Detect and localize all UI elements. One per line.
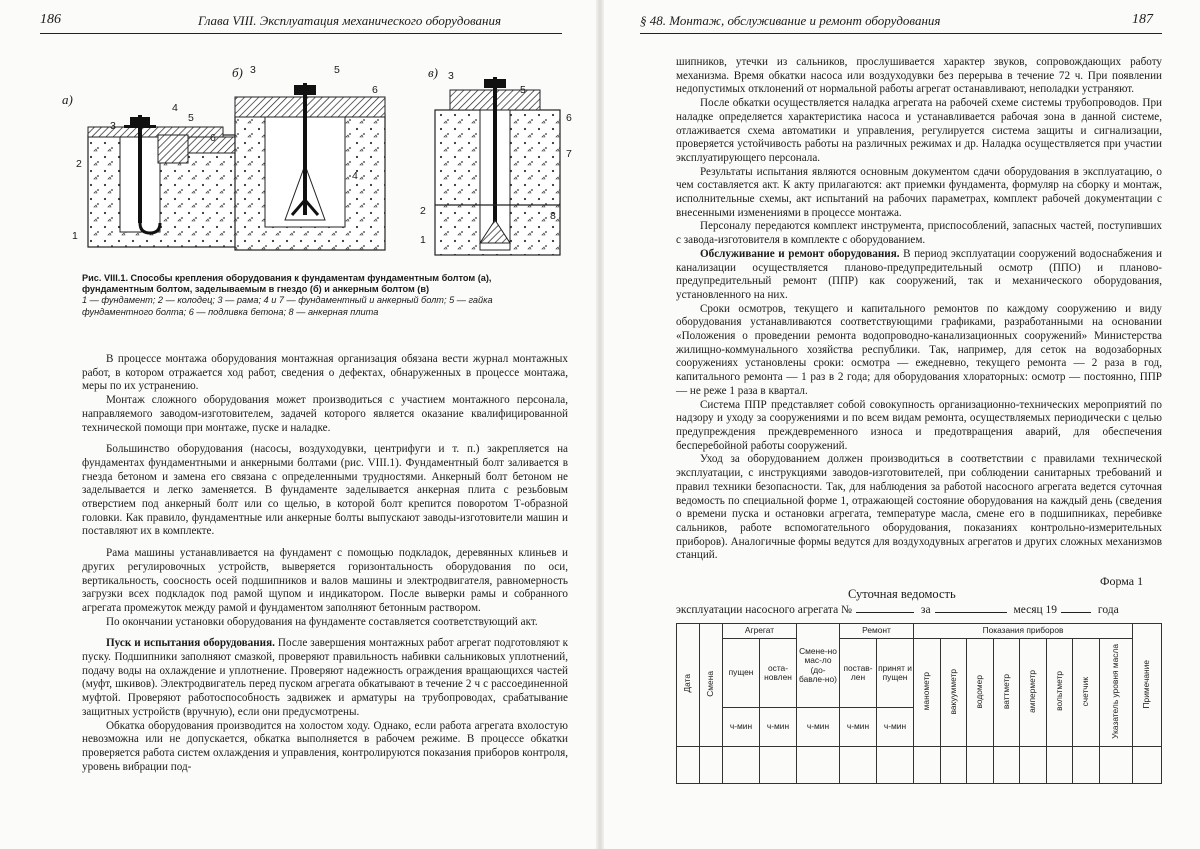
form-line-za: за (920, 604, 931, 616)
col-oil-change: Смене-но мас-ло (до-бавле-но) (797, 624, 840, 708)
right-paragraph-3: Результаты испытания являются основным документом сдачи оборудования в эксплуатацию, о чем составляется акт. К акту прилагаются: акт приемки фундамента, формуляр на сборку и монтаж, исполнительные схемы, акт испытаний на рабочих параметрах, комплект рабочей документации с внесенными изменениями в процессе монтажа. (676, 165, 1162, 219)
left-paragraph-3: Большинство оборудования (насосы, воздуходувки, центрифуги и т. п.) закрепляется на фундаментах фундаментными и анкерными болтами (рис. VIII.1). Фундаментный болт заливается в гнезда бетоном и замена его связана с определенными трудностями. Анкерный болт бетоном не заделывается и легко заменяется. В фундаменте заделывается анкерная плита с резьбовым отверстием под анкерный болт или со щелью, в которой болт крепится поворотом Т-образной головки. Как правило, фундаментные или анкерные болты выпускают заводы-изготовители машин и поставляют их в комплекте. (82, 443, 568, 538)
callout-c-7: 7 (566, 148, 572, 160)
figure-panel-c (435, 77, 560, 255)
running-head-left: Глава VIII. Эксплуатация механического оборудования (198, 13, 502, 28)
right-paragraph-2: После обкатки осуществляется наладка агрегата на рабочей схеме системы трубопроводов. При наладке определяется характеристика насоса и устанавливается рабочая зона в данной системе, отлаживается схема автоматики и управления, регулируется система защиты и сигнализации, проверяется устойчивость работы на различных режимах и др. Наладка осуществляется при участии эксплуатирующего персонала. (676, 97, 1162, 164)
col-voltmetr: вольтметр (1046, 639, 1073, 747)
figure-label-c: в) (428, 65, 438, 80)
callout-b-4: 4 (352, 170, 358, 182)
figure-panel-b (235, 83, 385, 250)
form-blank-number (856, 612, 914, 613)
form-blank-date (935, 612, 1007, 613)
right-paragraph-4: Персоналу передаются комплект инструмента, приспособлений, запасных частей, поступивших с завода-изготовителя в комплекте с оборудованием. (676, 220, 1162, 247)
callout-c-3: 3 (448, 70, 454, 82)
callout-c-6: 6 (566, 112, 572, 124)
form-title: Суточная ведомость (848, 587, 956, 601)
col-schetchik: счетчик (1073, 639, 1100, 747)
col-postavlen: постав-лен (840, 639, 877, 708)
col-manometr: манометр (914, 639, 941, 747)
daily-log-table (676, 623, 1162, 784)
col-vakuummetr: вакуумметр (940, 639, 967, 747)
figure-label-b: б) (232, 65, 243, 80)
left-paragraph-6: Пуск и испытания оборудования. После завершения монтажных работ агрегат подготовляют к пуску. Подшипники заполняют смазкой, проверяют правильность набивки сальниковых уплотнений, подачу воды на охлаждение и уплотнение. Проверяют надежность ограждения вращающихся частей (муфт, шкивов). Электродвигатель перед пуском агрегата обкатывают в течение 2 ч с рассоединенной муфтой. Проверяют работоспособность задвижек и арматуры на трубопроводах, срабатывание защитных устройств (вручную), если они предусмотрены. (82, 637, 568, 718)
form-line-start: эксплуатации насосного агрегата № (676, 604, 853, 616)
left-paragraph-2: Монтаж сложного оборудования может производиться с участием монтажного персонала, направляемого заводом-изготовителем, задачей которого является оказание квалифицированной технической помощи при монтаже, пуске и наладке. (82, 394, 568, 434)
figure-label-a: а) (62, 92, 73, 107)
left-paragraph-4: Рама машины устанавливается на фундамент с помощью подкладок, деревянных клиньев и других регулировочных устройств, выверяется горизонтальность оборудования по оси, вертикальность, соосность осей подшипников и валов машины и электродвигателя, равномерность загрузки всех подкладок под рамой щупом и индикатором. После выверки рамы и собранного агрегата промежуток между рамой и фундаментом заполняют бетонным раствором. (82, 547, 568, 614)
callout-c-2: 2 (420, 205, 426, 217)
form-line-year: года (1097, 604, 1119, 616)
unit-cell-4: ч-мин (840, 708, 877, 747)
page-number-left: 186 (40, 12, 61, 27)
col-vodomer: водомер (967, 639, 994, 747)
callout-a-5: 5 (188, 112, 194, 124)
figure-caption (82, 273, 560, 318)
left-paragraph-1: В процессе монтажа оборудования монтажная организация обязана вести журнал монтажных работ, в котором отражается ход работ, сведения о дефектах, обнаруженных в процессе монтажа, меры по их устранению. (82, 353, 568, 393)
figure-panel-a (88, 115, 248, 247)
figure-foundation-bolts (60, 55, 580, 270)
page-number-right: 187 (1132, 12, 1153, 27)
table-header-row-1 (677, 624, 1162, 639)
col-pushchen: пущен (723, 639, 760, 708)
right-paragraph-1: шипников, утечки из сальников, прослушивается характер звуков, сопровождающих работу механизма. Время обкатки насоса или воздуходувки без перерыва в течение 72 ч. При появлении недопустимых отклонений от нормальной работы агрегат останавливают, неполадки устраняют. (676, 56, 1162, 96)
right-paragraph-5: Обслуживание и ремонт оборудования. В период эксплуатации сооружений водоснабжения и канализации осуществляется планово-предупредительный осмотр (ППО) и планово-предупредительный ремонт (ППР) как сооружений, так и механического оборудования, установленного на них. (676, 247, 1163, 301)
callout-a-3: 3 (110, 120, 116, 132)
unit-cell-1: ч-мин (723, 708, 760, 747)
header-rule-left (40, 33, 562, 34)
header-rule-right (640, 33, 1162, 34)
callout-c-5: 5 (520, 84, 526, 96)
callout-a-6: 6 (210, 132, 216, 144)
col-ampermetr: амперметр (1020, 639, 1047, 747)
col-oil-level: Указатель уровня масла (1100, 639, 1133, 747)
form-header-line (676, 604, 1162, 616)
col-pokazaniya: Показания приборов (914, 624, 1133, 639)
left-section-heading: Пуск и испытания оборудования. (106, 637, 275, 650)
form-blank-year (1061, 612, 1091, 613)
left-body-text (82, 353, 568, 774)
right-paragraph-8: Уход за оборудованием должен производиться в соответствии с правилами технической эксплуатации, с инструкциями заводов-изготовителей, при соблюдении санитарных требований и правил техники безопасности. Так, для наблюдения за работой насосного агрегата ведется суточная ведомость по специальной форме 1, отражающей состояние оборудования на каждый день (сведения о времени пуска и остановки агрегата, температуре масла, смене его в подшипниках, перебивке сальников, работе вспомогательного оборудования, показаниях контрольно-измерительных приборов). Аналогичные формы ведутся для воздуходувных агрегатов и других сложных механизмов станций. (676, 453, 1162, 562)
col-prinyat: принят и пущен (877, 639, 914, 708)
callout-a-2: 2 (76, 158, 82, 170)
right-paragraph-6: Сроки осмотров, текущего и капитального ремонтов по каждому сооружению и виду оборудования устанавливаются соответствующими графиками, разработанными на основании «Положения о проведении ремонта водопроводно-канализационных сооружений» Министерства жилищно-коммунального хозяйства республики. Так, например, для сеток на водозаборных сооружениях установлены сроки: осмотра — ежедневно, текущего ремонта — 2 раза в год, капитального ремонта — 1 раз в 2 года; для оборудования хлораторных: осмотр — постоянно, ППР — не реже 1 раза в квартал. (676, 302, 1162, 397)
left-paragraph-7: Обкатка оборудования производится на холостом ходу. Однако, если работа агрегата вхолостую невозможна или не допускается, обкатка выполняется в рабочем режиме. В процессе обкатки проверяется работа систем охлаждения и управления, контролируются показания приборов контроля, уровень вибрации под- (82, 719, 568, 773)
unit-cell-3: ч-мин (797, 708, 840, 747)
callout-b-5: 5 (334, 64, 340, 76)
figure-caption-legend: 1 — фундамент; 2 — колодец; 3 — рама; 4 и 7 — фундаментный и анкерный болт; 5 — гайка фундаментного болта; 6 — подливка бетона; 8 — анкерная плита (82, 295, 493, 317)
unit-cell-5: ч-мин (877, 708, 914, 747)
col-remont: Ремонт (840, 624, 914, 639)
right-section-heading: Обслуживание и ремонт оборудования. (700, 247, 900, 260)
left-paragraph-5: По окончании установки оборудования на фундаменте составляется соответствующий акт. (106, 615, 538, 628)
col-date: Дата (677, 624, 700, 747)
callout-b-6: 6 (372, 84, 378, 96)
callout-c-1: 1 (420, 234, 426, 246)
callout-b-3: 3 (250, 64, 256, 76)
callout-c-8: 8 (550, 210, 556, 222)
right-body-text (676, 56, 1162, 563)
callout-a-4: 4 (172, 102, 178, 114)
col-shift: Смена (700, 624, 723, 747)
col-agregat: Агрегат (723, 624, 797, 639)
table-header-row-2 (677, 639, 1162, 708)
table-empty-row (677, 747, 1162, 784)
col-vattmetr: ваттметр (993, 639, 1020, 747)
callout-a-1: 1 (72, 230, 78, 242)
form-number: Форма 1 (1100, 574, 1144, 588)
figure-caption-title: Рис. VIII.1. Способы крепления оборудования к фундаментам фундаментным болтом (а), фундаментным болтом, заделываемым в гнездо (б) и анкерным болтом (в) (82, 273, 492, 295)
col-ostanovlen: оста-новлен (760, 639, 797, 708)
running-head-right: § 48. Монтаж, обслуживание и ремонт оборудования (640, 13, 941, 28)
form-line-month: месяц 19 (1013, 604, 1058, 616)
col-note: Примечание (1133, 624, 1162, 747)
unit-cell-2: ч-мин (760, 708, 797, 747)
right-paragraph-7: Система ППР представляет собой совокупность организационно-технических мероприятий по надзору и уходу за сооружениями и по всем видам ремонта, осуществляемых периодически с целью предупреждения преждевременного износа и предотвращения аварий, для обеспечения бесперебойной работы сооружений. (676, 398, 1162, 452)
